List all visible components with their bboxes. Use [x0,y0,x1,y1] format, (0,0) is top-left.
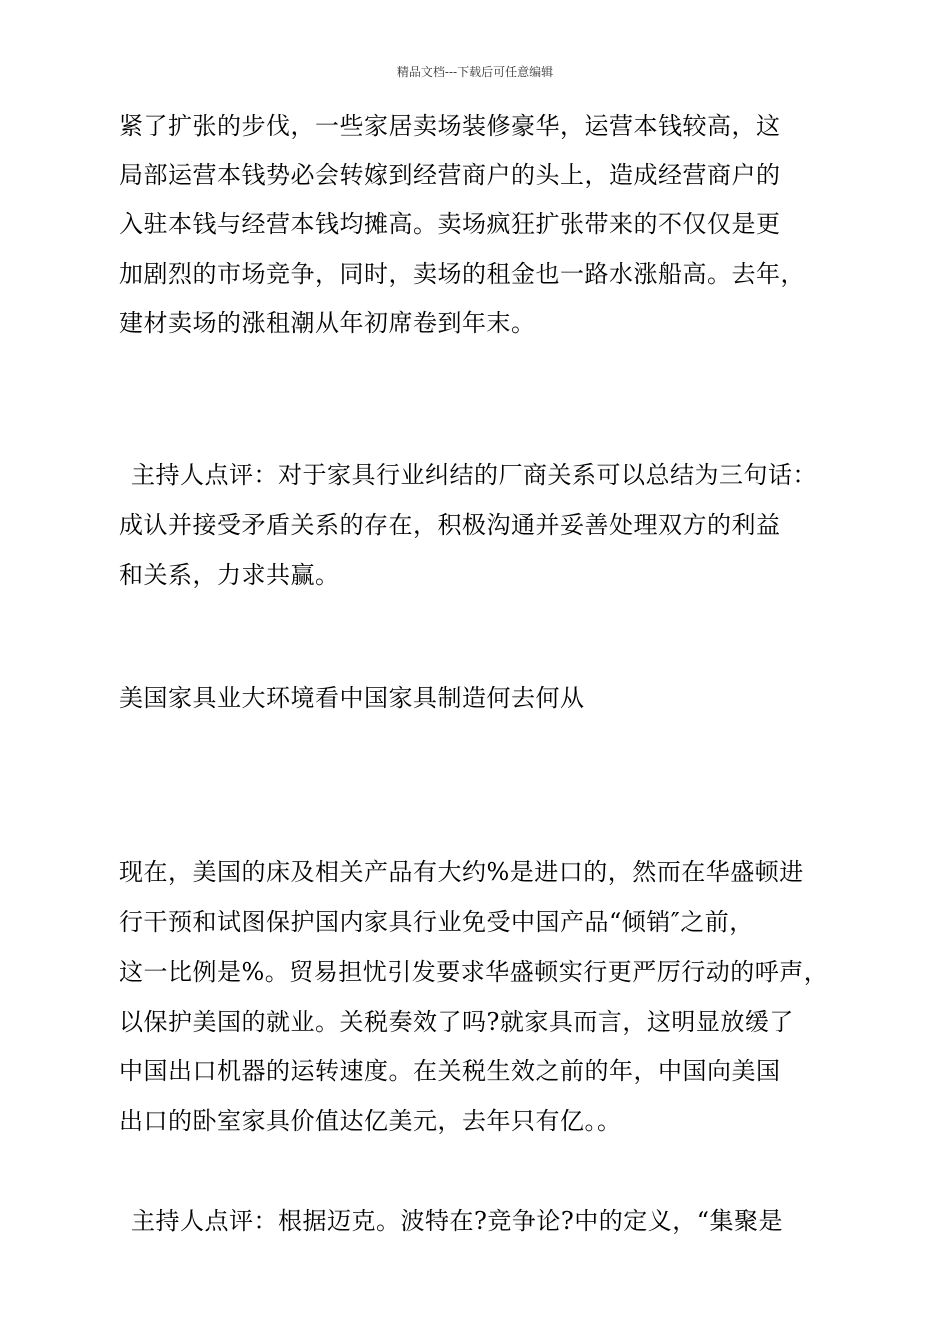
paragraph-line: 局部运营本钱势必会转嫁到经营商户的头上，造成经营商户的 [119,161,781,189]
paragraph-line: 入驻本钱与经营本钱均摊高。卖场疯狂扩张带来的不仅仅是更 [119,210,781,238]
paragraph-line: 行干预和试图保护国内家具行业免受中国产品“倾销″之前， [119,908,754,936]
paragraph-line: 紧了扩张的步伐，一些家居卖场装修豪华，运营本钱较高，这 [119,112,781,140]
commentary-line: 成认并接受矛盾关系的存在，积极沟通并妥善处理双方的利益 [119,511,781,539]
paragraph-line: 以保护美国的就业。关税奏效了吗?就家具而言，这明显放缓了 [119,1008,794,1036]
commentary-line: 和关系，力求共赢。 [119,561,340,589]
paragraph-line: 出口的卧室家具价值达亿美元，去年只有亿。。 [119,1107,622,1135]
paragraph-line: 建材卖场的涨租潮从年初席卷到年末。 [119,309,536,337]
paragraph-line: 中国出口机器的运转速度。在关税生效之前的年，中国向美国 [119,1057,781,1085]
paragraph-line: 加剧烈的市场竞争，同时，卖场的租金也一路水涨船高。去年， [119,260,805,288]
commentary-line: 主持人点评：根据迈克。波特在?竞争论?中的定义，“集聚是 [131,1207,784,1235]
page-header: 精品文档---下载后可任意编辑 [396,65,554,79]
commentary-line: 主持人点评：对于家具行业纠结的厂商关系可以总结为三句话： [131,461,817,489]
section-heading: 美国家具业大环境看中国家具制造何去何从 [119,684,585,712]
paragraph-line: 这一比例是%。贸易担忧引发要求华盛顿实行更严厉行动的呼声， [119,958,829,986]
paragraph-line: 现在，美国的床及相关产品有大约%是进口的，然而在华盛顿进 [119,858,804,886]
